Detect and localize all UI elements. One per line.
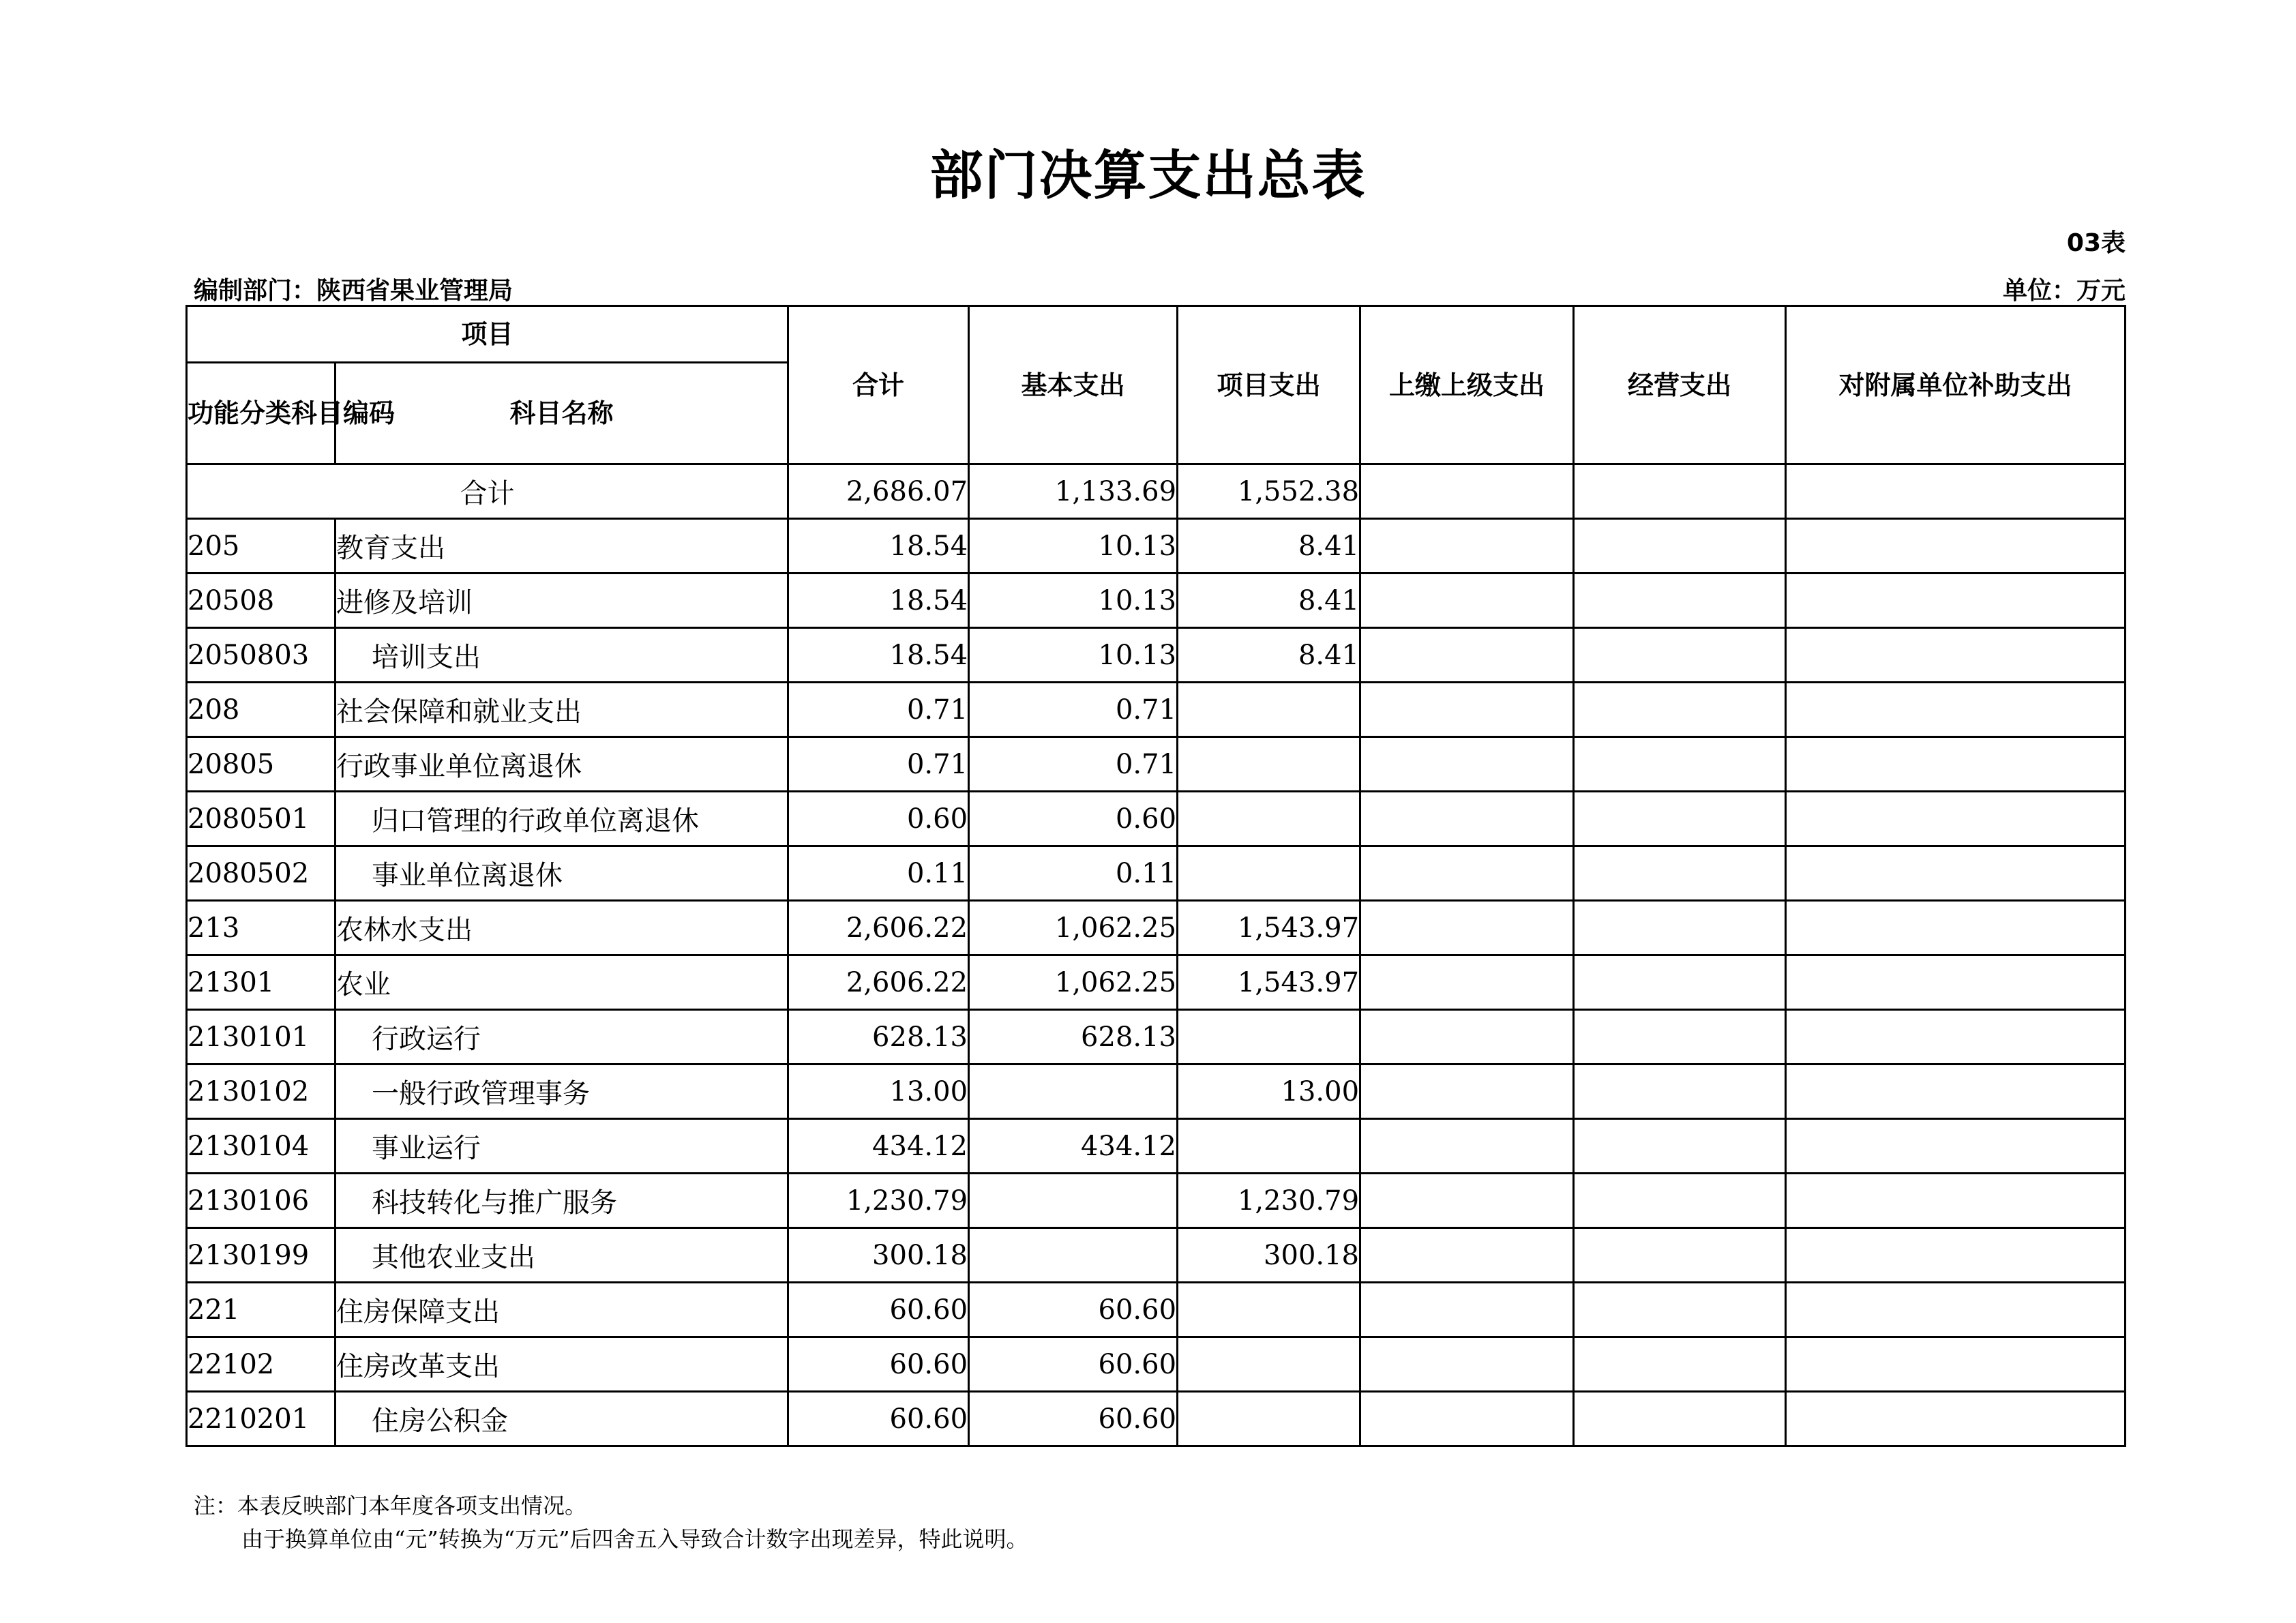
cell-name: 住房公积金 xyxy=(336,1392,788,1446)
cell-project xyxy=(1178,1119,1360,1174)
cell-subsidy xyxy=(1786,737,2126,792)
cell-business xyxy=(1574,574,1786,628)
cell-code: 2130102 xyxy=(187,1064,336,1119)
cell-code: 2130106 xyxy=(187,1174,336,1228)
cell-subsidy xyxy=(1786,901,2126,955)
cell-basic: 434.12 xyxy=(969,1119,1178,1174)
cell-subsidy xyxy=(1786,1337,2126,1392)
cell-upper xyxy=(1360,792,1574,846)
table-row xyxy=(187,574,2126,628)
cell-name: 住房改革支出 xyxy=(336,1337,788,1392)
cell-code: 21301 xyxy=(187,955,336,1010)
cell-upper xyxy=(1360,1119,1574,1174)
cell-code: 213 xyxy=(187,901,336,955)
unit-label: 单位：万元 xyxy=(2002,277,2126,305)
cell-upper xyxy=(1360,846,1574,901)
cell-name: 科技转化与推广服务 xyxy=(336,1174,788,1228)
cell-upper xyxy=(1360,519,1574,574)
cell-code: 205 xyxy=(187,519,336,574)
cell-total: 60.60 xyxy=(788,1283,969,1337)
header-upper: 上缴上级支出 xyxy=(1360,306,1574,464)
cell-subsidy xyxy=(1786,955,2126,1010)
cell-total: 0.71 xyxy=(788,683,969,737)
cell-business xyxy=(1574,1119,1786,1174)
cell-upper xyxy=(1360,1010,1574,1064)
total-row-label: 合计 xyxy=(187,464,788,519)
cell-project xyxy=(1178,1392,1360,1446)
cell-project xyxy=(1178,846,1360,901)
cell-upper xyxy=(1360,737,1574,792)
table-row xyxy=(187,1228,2126,1283)
total-row-basic: 1,133.69 xyxy=(969,464,1178,519)
cell-upper xyxy=(1360,683,1574,737)
cell-project xyxy=(1178,683,1360,737)
cell-business xyxy=(1574,628,1786,683)
cell-business xyxy=(1574,1064,1786,1119)
cell-code: 221 xyxy=(187,1283,336,1337)
cell-business xyxy=(1574,901,1786,955)
cell-subsidy xyxy=(1786,1228,2126,1283)
cell-basic: 10.13 xyxy=(969,574,1178,628)
cell-project: 1,543.97 xyxy=(1178,901,1360,955)
cell-business xyxy=(1574,1392,1786,1446)
cell-project: 13.00 xyxy=(1178,1064,1360,1119)
cell-upper xyxy=(1360,1064,1574,1119)
cell-basic: 10.13 xyxy=(969,628,1178,683)
note-line-1: 注：本表反映部门本年度各项支出情况。 xyxy=(194,1493,587,1519)
cell-upper xyxy=(1360,901,1574,955)
cell-project xyxy=(1178,1283,1360,1337)
cell-total: 0.71 xyxy=(788,737,969,792)
cell-total: 18.54 xyxy=(788,628,969,683)
cell-subsidy xyxy=(1786,1064,2126,1119)
cell-total: 0.60 xyxy=(788,792,969,846)
cell-upper xyxy=(1360,955,1574,1010)
cell-project: 8.41 xyxy=(1178,628,1360,683)
cell-name: 进修及培训 xyxy=(336,574,788,628)
cell-total: 60.60 xyxy=(788,1337,969,1392)
cell-upper xyxy=(1360,1174,1574,1228)
cell-business xyxy=(1574,519,1786,574)
cell-basic: 1,062.25 xyxy=(969,955,1178,1010)
cell-total: 434.12 xyxy=(788,1119,969,1174)
cell-subsidy xyxy=(1786,1119,2126,1174)
table-row xyxy=(187,1010,2126,1064)
table-row xyxy=(187,846,2126,901)
table-row xyxy=(187,1174,2126,1228)
cell-basic: 628.13 xyxy=(969,1010,1178,1064)
cell-code: 20508 xyxy=(187,574,336,628)
cell-subsidy xyxy=(1786,1392,2126,1446)
header-name: 科目名称 xyxy=(336,363,788,464)
cell-business xyxy=(1574,1010,1786,1064)
cell-code: 2130104 xyxy=(187,1119,336,1174)
cell-business xyxy=(1574,683,1786,737)
cell-name: 其他农业支出 xyxy=(336,1228,788,1283)
cell-basic: 0.60 xyxy=(969,792,1178,846)
cell-name: 社会保障和就业支出 xyxy=(336,683,788,737)
cell-business xyxy=(1574,1283,1786,1337)
cell-total: 300.18 xyxy=(788,1228,969,1283)
note-line-2: 由于换算单位由“元”转换为“万元”后四舍五入导致合计数字出现差异，特此说明。 xyxy=(241,1526,1028,1552)
cell-project xyxy=(1178,1337,1360,1392)
cell-basic: 1,062.25 xyxy=(969,901,1178,955)
cell-name: 归口管理的行政单位离退休 xyxy=(336,792,788,846)
table-row xyxy=(187,737,2126,792)
cell-name: 农业 xyxy=(336,955,788,1010)
cell-upper xyxy=(1360,574,1574,628)
cell-name: 教育支出 xyxy=(336,519,788,574)
total-row-subsidy xyxy=(1786,464,2126,519)
cell-project: 1,230.79 xyxy=(1178,1174,1360,1228)
cell-code: 2050803 xyxy=(187,628,336,683)
cell-total: 18.54 xyxy=(788,574,969,628)
cell-upper xyxy=(1360,1337,1574,1392)
cell-basic: 60.60 xyxy=(969,1283,1178,1337)
cell-project: 300.18 xyxy=(1178,1228,1360,1283)
cell-subsidy xyxy=(1786,792,2126,846)
cell-total: 1,230.79 xyxy=(788,1174,969,1228)
table-row xyxy=(187,628,2126,683)
cell-upper xyxy=(1360,1228,1574,1283)
cell-subsidy xyxy=(1786,628,2126,683)
cell-name: 事业单位离退休 xyxy=(336,846,788,901)
total-row-project: 1,552.38 xyxy=(1178,464,1360,519)
expenditure-table xyxy=(185,305,2126,1447)
cell-basic xyxy=(969,1174,1178,1228)
cell-total: 2,606.22 xyxy=(788,955,969,1010)
cell-total: 13.00 xyxy=(788,1064,969,1119)
cell-subsidy xyxy=(1786,683,2126,737)
header-total: 合计 xyxy=(788,306,969,464)
table-row xyxy=(187,1119,2126,1174)
total-row xyxy=(187,464,2126,519)
cell-name: 住房保障支出 xyxy=(336,1283,788,1337)
cell-total: 2,606.22 xyxy=(788,901,969,955)
cell-business xyxy=(1574,1228,1786,1283)
table-row xyxy=(187,1392,2126,1446)
cell-name: 一般行政管理事务 xyxy=(336,1064,788,1119)
cell-code: 20805 xyxy=(187,737,336,792)
header-code: 功能分类科目编码 xyxy=(187,363,336,464)
header-basic: 基本支出 xyxy=(969,306,1178,464)
cell-total: 0.11 xyxy=(788,846,969,901)
table-row xyxy=(187,955,2126,1010)
cell-basic: 0.11 xyxy=(969,846,1178,901)
page-title: 部门决算支出总表 xyxy=(929,145,1367,207)
cell-upper xyxy=(1360,628,1574,683)
header-subsidy: 对附属单位补助支出 xyxy=(1786,306,2126,464)
table-row xyxy=(187,519,2126,574)
cell-name: 行政运行 xyxy=(336,1010,788,1064)
cell-business xyxy=(1574,1174,1786,1228)
cell-business xyxy=(1574,792,1786,846)
cell-project xyxy=(1178,737,1360,792)
cell-subsidy xyxy=(1786,846,2126,901)
department-label: 编制部门：陕西省果业管理局 xyxy=(194,277,513,305)
cell-project xyxy=(1178,1010,1360,1064)
cell-subsidy xyxy=(1786,1283,2126,1337)
cell-basic: 60.60 xyxy=(969,1337,1178,1392)
cell-total: 18.54 xyxy=(788,519,969,574)
cell-basic: 0.71 xyxy=(969,737,1178,792)
header-item: 项目 xyxy=(187,306,788,363)
total-row-upper xyxy=(1360,464,1574,519)
cell-code: 2080502 xyxy=(187,846,336,901)
cell-name: 培训支出 xyxy=(336,628,788,683)
table-row xyxy=(187,1283,2126,1337)
table-row xyxy=(187,901,2126,955)
header-business: 经营支出 xyxy=(1574,306,1786,464)
cell-code: 2130199 xyxy=(187,1228,336,1283)
cell-basic: 10.13 xyxy=(969,519,1178,574)
cell-total: 60.60 xyxy=(788,1392,969,1446)
cell-subsidy xyxy=(1786,1010,2126,1064)
cell-subsidy xyxy=(1786,574,2126,628)
table-row xyxy=(187,1064,2126,1119)
cell-basic: 60.60 xyxy=(969,1392,1178,1446)
table-row xyxy=(187,792,2126,846)
cell-basic: 0.71 xyxy=(969,683,1178,737)
cell-code: 2080501 xyxy=(187,792,336,846)
cell-code: 22102 xyxy=(187,1337,336,1392)
cell-upper xyxy=(1360,1392,1574,1446)
table-row xyxy=(187,1337,2126,1392)
cell-project: 8.41 xyxy=(1178,574,1360,628)
form-number: 03表 xyxy=(2066,229,2126,257)
total-row-total: 2,686.07 xyxy=(788,464,969,519)
cell-business xyxy=(1574,955,1786,1010)
total-row-business xyxy=(1574,464,1786,519)
cell-project: 1,543.97 xyxy=(1178,955,1360,1010)
cell-upper xyxy=(1360,1283,1574,1337)
header-project: 项目支出 xyxy=(1178,306,1360,464)
cell-project: 8.41 xyxy=(1178,519,1360,574)
cell-subsidy xyxy=(1786,519,2126,574)
cell-project xyxy=(1178,792,1360,846)
cell-code: 2210201 xyxy=(187,1392,336,1446)
cell-basic xyxy=(969,1228,1178,1283)
cell-business xyxy=(1574,1337,1786,1392)
cell-code: 208 xyxy=(187,683,336,737)
cell-name: 农林水支出 xyxy=(336,901,788,955)
cell-name: 行政事业单位离退休 xyxy=(336,737,788,792)
cell-name: 事业运行 xyxy=(336,1119,788,1174)
cell-subsidy xyxy=(1786,1174,2126,1228)
cell-basic xyxy=(969,1064,1178,1119)
table-row xyxy=(187,683,2126,737)
cell-business xyxy=(1574,846,1786,901)
cell-business xyxy=(1574,737,1786,792)
cell-total: 628.13 xyxy=(788,1010,969,1064)
cell-code: 2130101 xyxy=(187,1010,336,1064)
